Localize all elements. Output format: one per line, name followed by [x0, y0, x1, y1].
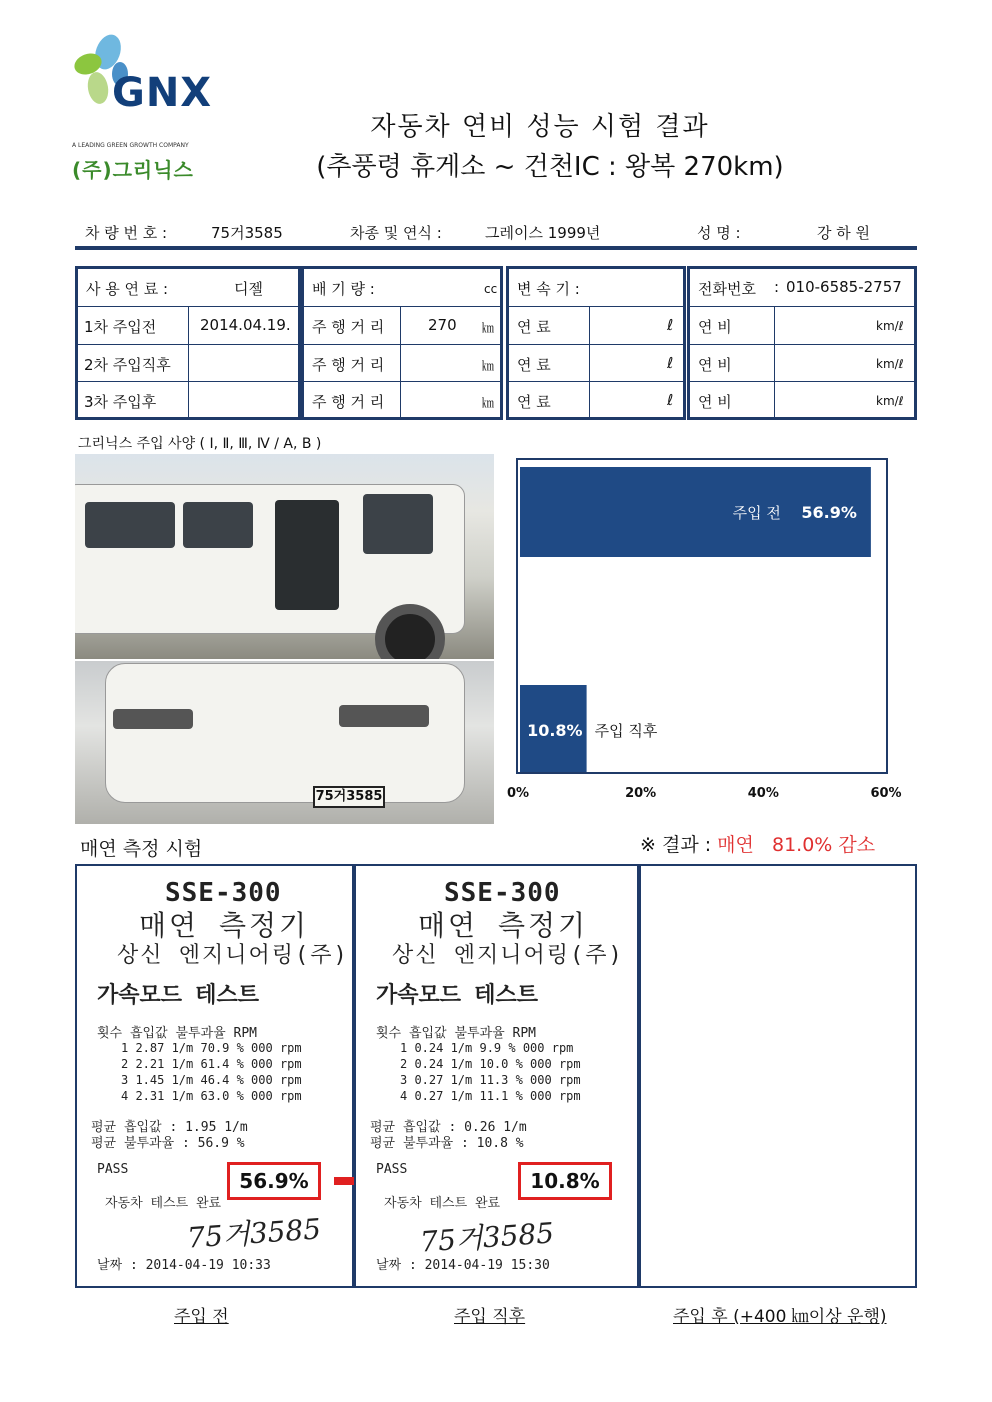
plate-label: 차 량 번 호 :: [85, 224, 168, 242]
vehicle-info-row: [75, 214, 917, 250]
stage3-label: 3차 주입후: [84, 393, 157, 411]
economy-label-3: 연 비: [698, 393, 732, 411]
receipt-date: 날짜 : 2014-04-19 10:33: [97, 1258, 271, 1273]
economy-label-1: 연 비: [698, 318, 732, 336]
phone-label: 전화번호: [698, 280, 756, 298]
highlight-before: 56.9%: [227, 1162, 321, 1200]
x-tick-label: 0%: [506, 786, 530, 801]
receipt-pass: PASS: [97, 1162, 129, 1177]
fuel-unit-2: ℓ: [667, 354, 674, 372]
chart-canvas: [518, 460, 886, 772]
receipt-signature: 75거3585: [186, 1212, 323, 1255]
receipt-row: 2 0.24 1/m 10.0 % 000 rpm: [400, 1057, 581, 1071]
result-word: 매연: [717, 834, 754, 856]
result-prefix: ※ 결과 :: [640, 834, 718, 856]
receipt-mode: 가속모드 테스트: [376, 983, 539, 1008]
fuel-table: [75, 266, 917, 420]
fuel-amount-block: [506, 266, 686, 420]
receipt-model: SSE-300: [444, 878, 561, 908]
page-subtitle: (추풍령 휴게소 ~ 건천IC : 왕복 270km): [316, 152, 784, 182]
vehicle-side-photo: [75, 454, 494, 659]
company-logo: [68, 30, 238, 182]
economy-label-2: 연 비: [698, 356, 732, 374]
receipt-maker: 상신 엔지니어링(주): [117, 943, 349, 968]
economy-block: 전화번호 : 010-6585-2757 연 비 km/ℓ 연 비 km/ℓ 연 비 km/ℓ: [687, 266, 917, 420]
bar-value-label-0: 56.9%: [801, 503, 857, 522]
economy-unit-1: km/ℓ: [876, 319, 904, 333]
distance-label-1: 주 행 거 리: [312, 318, 385, 336]
result-value: 81.0% 감소: [772, 834, 876, 856]
receipt-complete: 자동차 테스트 완료: [105, 1196, 222, 1211]
receipt-signature: 75거3585: [419, 1216, 556, 1259]
name-label: 성 명 :: [697, 224, 741, 242]
plate-value: 75거3585: [211, 224, 283, 242]
logo-tagline: A LEADING GREEN GROWTH COMPANY: [72, 142, 189, 149]
license-plate: 75거3585: [313, 786, 385, 808]
receipt-row: 3 0.27 1/m 11.3 % 000 rpm: [400, 1073, 581, 1087]
receipt-row: 1 0.24 1/m 9.9 % 000 rpm: [400, 1041, 574, 1055]
distance-unit-3: ㎞: [482, 396, 495, 410]
logo-korean: (주)그리닉스: [72, 158, 194, 182]
receipt-box-later: [639, 864, 917, 1288]
receipt-row: 1 2.87 1/m 70.9 % 000 rpm: [121, 1041, 302, 1055]
fuel-type-value: 디젤: [234, 280, 263, 298]
receipt-date: 날짜 : 2014-04-19 15:30: [376, 1258, 550, 1273]
receipt-row: 3 1.45 1/m 46.4 % 000 rpm: [121, 1073, 302, 1087]
receipt-columns: 횟수 흡입값 불투과율 RPM: [376, 1026, 536, 1041]
distance-block: [301, 266, 503, 420]
receipt-model: SSE-300: [165, 878, 282, 908]
model-label: 차종 및 연식 :: [350, 224, 442, 242]
phone-value: 010-6585-2757: [786, 278, 902, 296]
distance-unit-1: ㎞: [482, 321, 495, 335]
fuel-block-stage: [75, 266, 301, 420]
smoke-test-title: 매연 측정 시험: [80, 838, 203, 860]
bar-value-label-1: 10.8%: [527, 721, 583, 740]
stage2-label: 2차 주입직후: [84, 356, 171, 374]
receipt-maker: 상신 엔지니어링(주): [392, 943, 624, 968]
fuel-type-label: 사 용 연 료 :: [86, 280, 169, 298]
receipt-complete: 자동차 테스트 완료: [384, 1196, 501, 1211]
bar-category-label-0: 주입 전: [732, 504, 781, 522]
displacement-label: 배 기 량 :: [312, 280, 375, 298]
highlight-after: 10.8%: [518, 1162, 612, 1200]
distance-label-3: 주 행 거 리: [312, 393, 385, 411]
smoke-bar-chart: [516, 458, 888, 774]
name-value: 강 하 원: [817, 224, 871, 242]
distance-value-1: 270: [428, 316, 457, 334]
receipt-average-intake: 평균 흡입값 : 0.26 1/m: [370, 1120, 527, 1135]
caption-later: 주입 후 (+400 ㎞이상 운행): [673, 1307, 887, 1327]
logo-wordmark: GNX: [112, 70, 213, 116]
receipt-columns: 횟수 흡입값 불투과율 RPM: [97, 1026, 257, 1041]
model-value: 그레이스 1999년: [485, 224, 601, 242]
receipt-row: 4 2.31 1/m 63.0 % 000 rpm: [121, 1089, 302, 1103]
receipt-box-after: [354, 864, 639, 1288]
fuel-unit-3: ℓ: [667, 391, 674, 409]
receipt-average-opacity: 평균 불투과율 : 56.9 %: [91, 1136, 245, 1151]
fuel-amount-label-2: 연 료: [517, 356, 551, 374]
displacement-unit: cc: [484, 282, 498, 296]
distance-unit-2: ㎞: [482, 359, 495, 373]
fuel-unit-1: ℓ: [667, 316, 674, 334]
x-tick-label: 40%: [747, 786, 779, 801]
injection-spec: 그리닉스 주입 사양 ( Ⅰ, Ⅱ, Ⅲ, Ⅳ / A, B ): [78, 436, 322, 452]
caption-after: 주입 직후: [454, 1307, 526, 1327]
stage1-label: 1차 주입전: [84, 318, 157, 336]
distance-label-2: 주 행 거 리: [312, 356, 385, 374]
fuel-amount-label-3: 연 료: [517, 393, 551, 411]
x-tick-label: 60%: [870, 786, 902, 801]
receipt-device: 매연 측정기: [418, 909, 589, 942]
receipt-average-intake: 평균 흡입값 : 1.95 1/m: [91, 1120, 248, 1135]
economy-unit-3: km/ℓ: [876, 394, 904, 408]
receipt-average-opacity: 평균 불투과율 : 10.8 %: [370, 1136, 524, 1151]
stage1-date: 2014.04.19.: [200, 316, 291, 334]
vehicle-front-photo: [75, 661, 494, 824]
x-tick-label: 20%: [625, 786, 657, 801]
economy-unit-2: km/ℓ: [876, 357, 904, 371]
receipt-mode: 가속모드 테스트: [97, 983, 260, 1008]
bar-category-label-1: 주입 직후: [594, 722, 658, 740]
result-summary: [640, 830, 875, 857]
receipt-row: 2 2.21 1/m 61.4 % 000 rpm: [121, 1057, 302, 1071]
receipt-pass: PASS: [376, 1162, 408, 1177]
transmission-label: 변 속 기 :: [517, 280, 580, 298]
page-title: 자동차 연비 성능 시험 결과: [370, 112, 710, 142]
receipt-device: 매연 측정기: [139, 909, 310, 942]
fuel-amount-label-1: 연 료: [517, 318, 551, 336]
receipt-box-before: [75, 864, 354, 1288]
receipt-row: 4 0.27 1/m 11.1 % 000 rpm: [400, 1089, 581, 1103]
caption-before: 주입 전: [174, 1307, 229, 1327]
